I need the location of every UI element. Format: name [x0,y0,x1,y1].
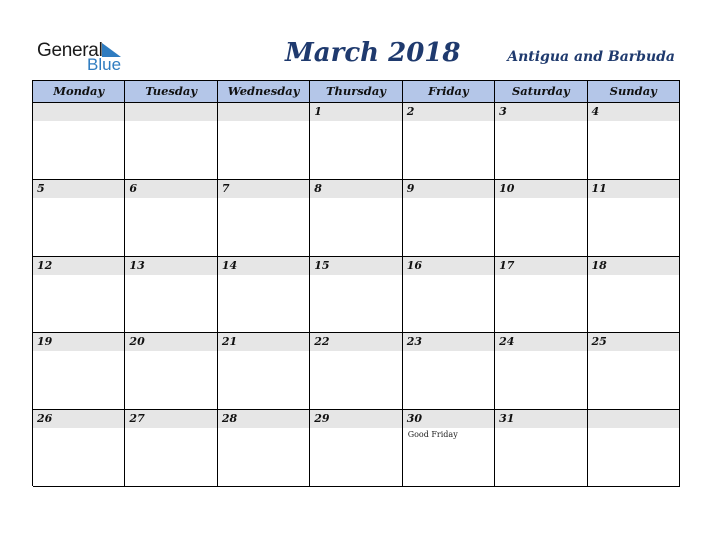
day-number: 29 [314,412,330,426]
date-bar [403,103,494,121]
day-number: 23 [406,335,422,349]
date-bar [310,180,401,198]
day-cell [310,103,402,180]
day-number: 3 [499,105,507,118]
date-bar [33,410,124,428]
date-bar [403,180,494,198]
weekday-header: Sunday [588,81,680,103]
date-bar [403,333,494,351]
week-row [33,333,680,410]
day-cell [495,180,587,257]
date-bar [495,333,586,351]
day-cell [495,333,587,410]
day-number: 24 [499,335,515,349]
day-cell [403,333,495,410]
date-bar [588,180,679,198]
date-bar [495,410,586,428]
day-cell [495,257,587,334]
date-bar [33,180,124,198]
day-number: 28 [221,412,238,426]
date-bar [495,103,586,121]
date-bar [125,180,216,198]
day-cell [33,103,125,180]
date-bar [125,257,216,275]
day-number: 31 [499,412,515,426]
date-bar [310,333,401,351]
date-bar [218,103,309,121]
date-bar [125,103,216,121]
day-number: 15 [314,258,330,272]
day-number: 5 [37,181,45,195]
day-cell [33,410,125,487]
day-cell [403,257,495,334]
holiday-label: Good Friday [407,430,458,440]
day-cell [310,333,402,410]
date-bar [588,410,679,428]
day-cell [588,103,680,180]
date-bar [125,410,216,428]
day-number: 22 [314,335,330,349]
day-cell [588,333,680,410]
day-cell [403,180,495,257]
date-bar [588,333,679,351]
day-number: 14 [221,258,238,272]
date-bar [310,103,401,121]
logo-general-text: General [37,40,103,61]
day-number: 30 [406,412,422,426]
weekday-header: Thursday [310,81,402,103]
day-cell [403,103,495,180]
date-bar [495,180,586,198]
day-number: 8 [314,181,322,195]
date-bar [218,257,309,275]
date-bar [218,333,309,351]
day-cell [33,180,125,257]
day-number: 27 [129,412,145,426]
week-row [33,180,680,257]
day-number: 26 [37,412,53,426]
week-row [33,410,680,487]
date-bar [218,410,309,428]
logo [37,40,137,74]
date-bar [125,333,216,351]
day-cell [218,410,310,487]
day-number: 18 [591,258,607,272]
day-cell [588,410,680,487]
date-bar [588,257,679,275]
date-bar [310,257,401,275]
calendar-grid [32,80,680,486]
day-cell [310,410,402,487]
day-cell [125,333,217,410]
date-bar [588,103,679,121]
date-bar [403,410,494,428]
day-number: 9 [406,181,415,195]
day-number: 2 [406,105,415,118]
day-number: 13 [129,258,145,272]
day-cell [125,410,217,487]
day-number: 10 [499,181,515,195]
day-cell [495,103,587,180]
day-number: 21 [221,335,238,349]
day-cell [218,333,310,410]
date-bar [218,180,309,198]
date-bar [403,257,494,275]
day-number: 12 [37,258,53,272]
weekday-header: Friday [403,81,495,103]
day-cell [218,180,310,257]
day-number: 20 [129,335,145,349]
weekday-header-row [33,81,680,103]
date-bar [310,410,401,428]
weekday-header: Wednesday [218,81,310,103]
day-cell [33,333,125,410]
day-cell [125,103,217,180]
logo-blue-text: Blue [87,55,122,74]
day-cell [403,410,495,487]
day-number: 17 [499,258,515,272]
week-row [33,103,680,180]
day-cell [495,410,587,487]
date-bar [495,257,586,275]
day-cell [125,180,217,257]
day-cell [310,180,402,257]
day-number: 7 [221,181,230,195]
day-number: 1 [314,105,322,118]
day-number: 19 [37,335,53,349]
day-cell [33,257,125,334]
calendar-title: March 2018 [285,38,461,68]
day-number: 16 [406,258,422,272]
country-name: Antigua and Barbuda [507,49,675,65]
day-number: 25 [591,335,607,349]
day-cell [310,257,402,334]
day-cell [125,257,217,334]
day-number: 11 [591,181,607,195]
weekday-header: Tuesday [125,81,217,103]
day-cell [218,257,310,334]
day-number: 6 [129,181,138,195]
day-number: 4 [591,105,600,118]
day-cell [218,103,310,180]
weekday-header: Monday [33,81,125,103]
day-cell [588,257,680,334]
date-bar [33,333,124,351]
date-bar [33,103,124,121]
day-cell [588,180,680,257]
date-bar [33,257,124,275]
week-row [33,257,680,334]
weekday-header: Saturday [495,81,587,103]
